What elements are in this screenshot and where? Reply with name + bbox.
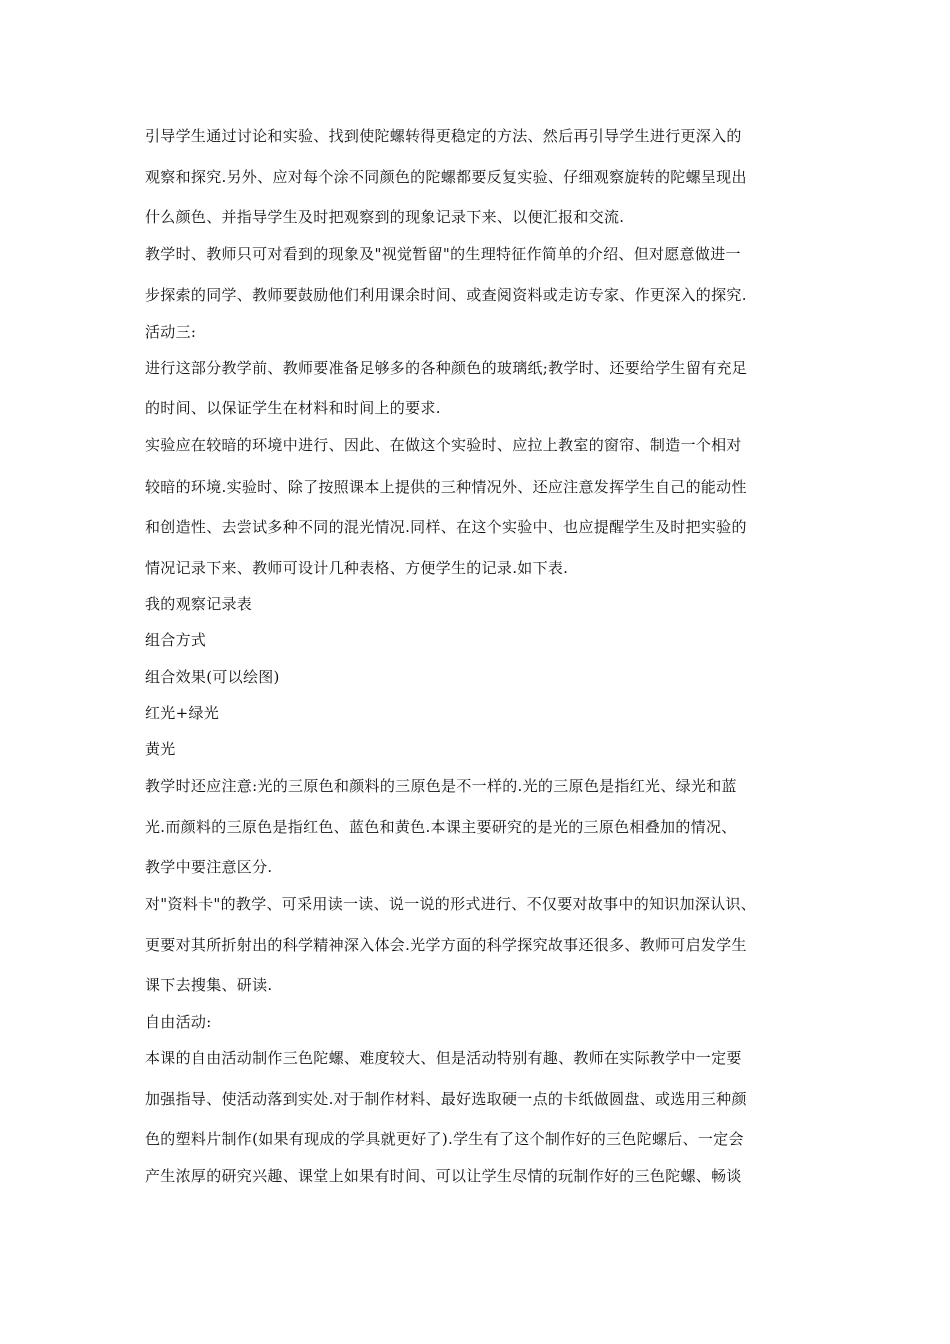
paragraph-line: 什么颜色、并指导学生及时把观察到的现象记录下来、以便汇报和交流. — [145, 208, 625, 226]
paragraph-line: 较暗的环境.实验时、除了按照课本上提供的三种情况外、还应注意发挥学生自己的能动性 — [145, 478, 747, 496]
paragraph-line: 加强指导、使活动落到实处.对于制作材料、最好选取硬一点的卡纸做圆盘、或选用三种颜 — [145, 1090, 747, 1108]
paragraph-line: 进行这部分教学前、教师要准备足够多的各种颜色的玻璃纸;教学时、还要给学生留有充足 — [145, 359, 748, 377]
paragraph-line: 产生浓厚的研究兴趣、课堂上如果有时间、可以让学生尽情的玩制作好的三色陀螺、畅谈 — [145, 1167, 742, 1185]
table-cell: 黄光 — [145, 740, 176, 758]
paragraph-line: 对"资料卡"的教学、可采用读一读、说一说的形式进行、不仅要对故事中的知识加深认识、 — [145, 895, 757, 913]
section-heading: 活动三: — [145, 323, 197, 341]
paragraph-line: 教学时还应注意:光的三原色和颜料的三原色是不一样的.光的三原色是指红光、绿光和蓝 — [145, 777, 737, 795]
paragraph-line: 引导学生通过讨论和实验、找到使陀螺转得更稳定的方法、然后再引导学生进行更深入的 — [145, 127, 742, 145]
table-cell: 组合方式 — [145, 631, 207, 649]
paragraph-line: 教学中要注意区分. — [145, 858, 273, 876]
paragraph-line: 情况记录下来、教师可设计几种表格、方便学生的记录.如下表. — [145, 559, 569, 577]
table-title: 我的观察记录表 — [145, 595, 253, 613]
paragraph-line: 的时间、以保证学生在材料和时间上的要求. — [145, 399, 441, 417]
paragraph-line: 和创造性、去尝试多种不同的混光情况.同样、在这个实验中、也应提醒学生及时把实验的 — [145, 518, 747, 536]
paragraph-line: 色的塑料片制作(如果有现成的学具就更好了).学生有了这个制作好的三色陀螺后、一定会 — [145, 1130, 744, 1148]
table-cell: 组合效果(可以绘图) — [145, 668, 280, 686]
paragraph-line: 更要对其所折射出的科学精神深入体会.光学方面的科学探究故事还很多、教师可启发学生 — [145, 936, 747, 954]
paragraph-line: 光.而颜料的三原色是指红色、蓝色和黄色.本课主要研究的是光的三原色相叠加的情况、 — [145, 818, 737, 836]
paragraph-line: 步探索的同学、教师要鼓励他们利用课余时间、或查阅资料或走访专家、作更深入的探究. — [145, 286, 747, 304]
paragraph-line: 本课的自由活动制作三色陀螺、难度较大、但是活动特别有趣、教师在实际教学中一定要 — [145, 1049, 742, 1067]
paragraph-line: 课下去搜集、研读. — [145, 976, 273, 994]
paragraph-line: 观察和探究.另外、应对每个涂不同颜色的陀螺都要反复实验、仔细观察旋转的陀螺呈现出 — [145, 168, 747, 186]
section-heading: 自由活动: — [145, 1013, 212, 1031]
table-cell: 红光+绿光 — [145, 704, 220, 722]
paragraph-line: 教学时、教师只可对看到的现象及"视觉暂留"的生理特征作简单的介绍、但对愿意做进一 — [145, 245, 741, 263]
paragraph-line: 实验应在较暗的环境中进行、因此、在做这个实验时、应拉上教室的窗帘、制造一个相对 — [145, 436, 742, 454]
